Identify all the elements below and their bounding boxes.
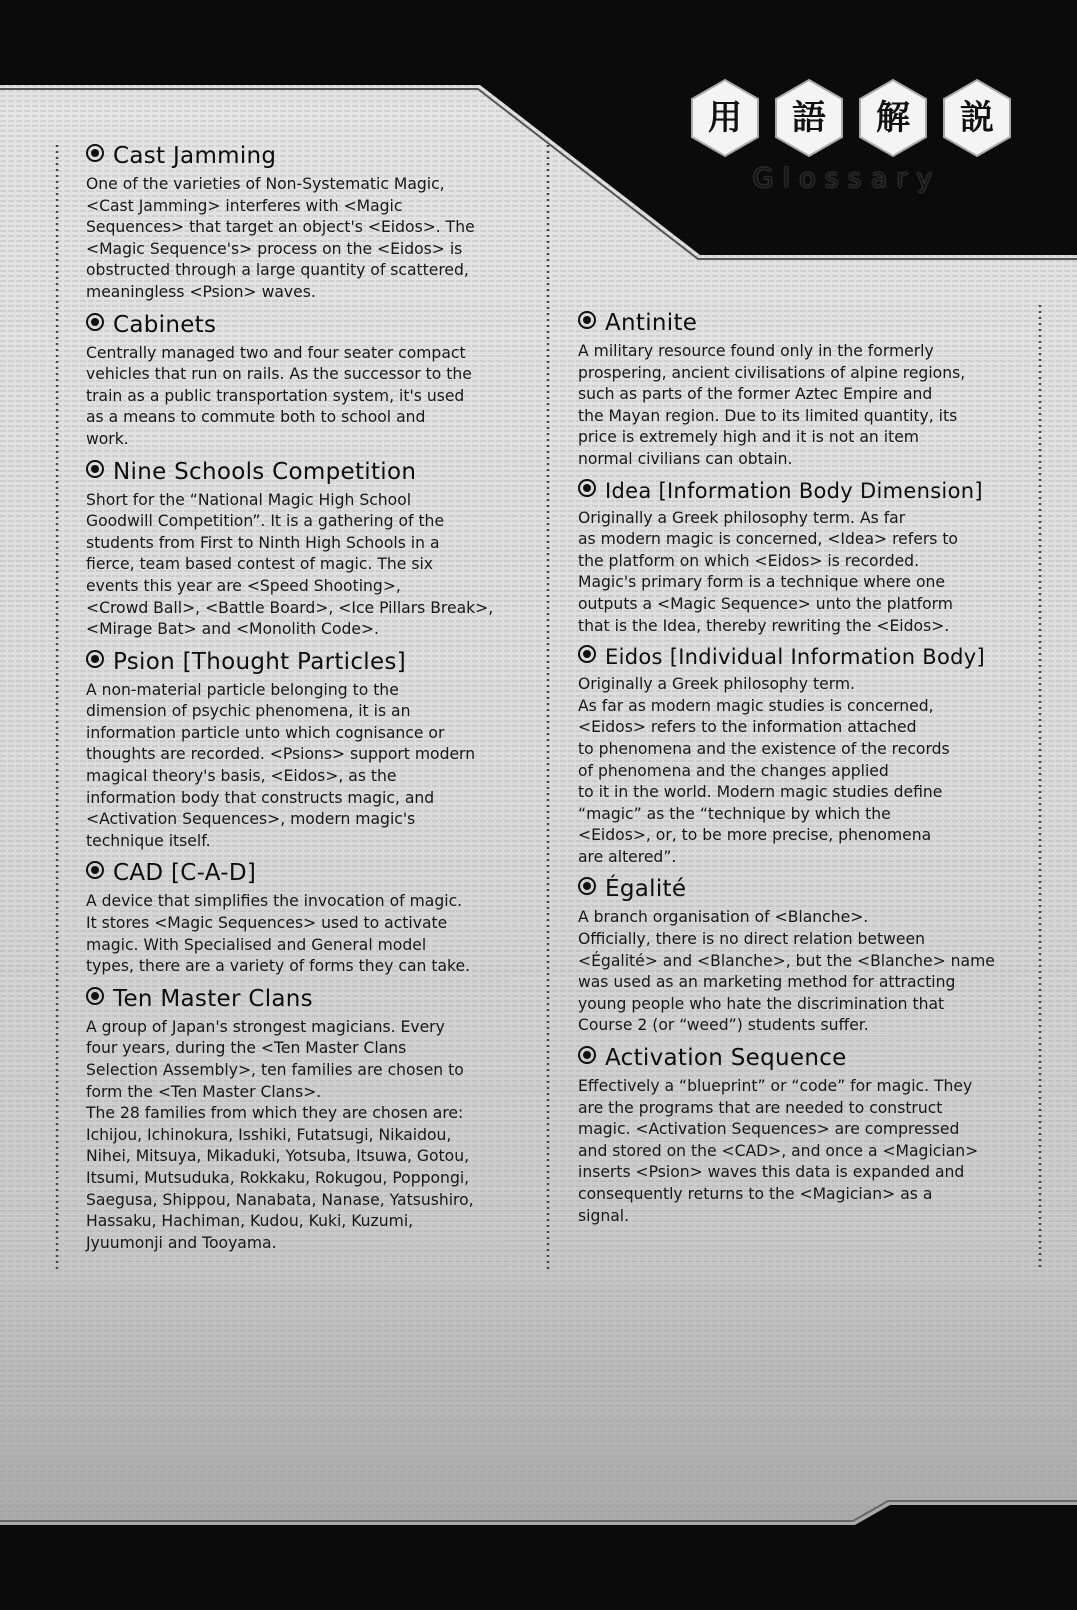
entry-term: Eidos [Individual Information Body] [605, 645, 985, 670]
bullet-icon [86, 460, 104, 478]
hex-badge-4 [942, 78, 1012, 158]
entry-heading [578, 645, 1038, 669]
bullet-icon [578, 645, 596, 663]
glossary-entry [578, 645, 1038, 868]
entry-definition: A device that simplifies the invocation of magic. It stores <Magic Sequences> used to activate magic. With Specialised and General model types, there are a variety of forms they can take. [86, 892, 471, 976]
glossary-entry [578, 876, 1038, 1037]
hex-kanji-3: 解 [876, 98, 910, 138]
hex-kanji-4: 説 [960, 98, 994, 138]
glossary-entry [86, 143, 544, 304]
hex-kanji-2: 語 [792, 98, 826, 138]
bullet-icon [86, 313, 104, 331]
glossary-entry [86, 860, 544, 977]
entry-heading [86, 459, 544, 485]
entry-term: Psion [Thought Particles] [113, 648, 406, 675]
entry-term: Cast Jamming [113, 143, 277, 169]
entry-heading [86, 143, 544, 169]
bullet-icon [86, 144, 104, 162]
entry-definition: A non-material particle belonging to the dimension of psychic phenomena, it is an information particle unto which cognisance or thoughts are recorded. <Psions> support modern magical theory's basis, <Eidos>, as the information body that constructs magic, and <Activation Sequences>, modern magic's technique itself. [86, 680, 476, 850]
entry-heading [86, 312, 544, 338]
bullet-icon [86, 650, 104, 668]
hex-badge-3 [858, 78, 928, 158]
entry-heading [86, 649, 544, 675]
entry-heading [578, 1045, 1038, 1071]
entry-heading [578, 310, 1038, 336]
glossary-entry [578, 479, 1038, 638]
entry-definition: One of the varieties of Non-Systematic Magic, <Cast Jamming> interferes with <Magic Sequences> that target an object's <Eidos>. The <Magic Sequence's> process on the <Eidos> is obstructed through a large quantity of scattered, meaningless <Psion> waves. [86, 175, 475, 301]
entry-term: Idea [Information Body Dimension] [605, 478, 983, 503]
entry-definition: Short for the “National Magic High School Goodwill Competition”. It is a gathering of the students from First to Ninth High Schools in a fierce, team based contest of magic. The six events this year are <Speed Shooting>, <Crowd Ball>, <Battle Board>, <Ice Pillars Break>, <Mirage Bat> and <Monolith Code>. [86, 490, 494, 639]
entry-definition: A branch organisation of <Blanche>. Officially, there is no direct relation between <Égalité> and <Blanche>, but the <Blanche> name was used as an marketing method for attracting young people who hate the discrimination that Course 2 (or “weed”) students suffer. [578, 908, 995, 1035]
bullet-icon [578, 311, 596, 329]
entry-heading [578, 876, 1038, 902]
glossary-entry [86, 312, 544, 451]
entry-term: Ten Master Clans [113, 985, 313, 1012]
bullet-icon [578, 479, 596, 497]
left-column [86, 143, 544, 1262]
entry-definition: Effectively a “blueprint” or “code” for magic. They are the programs that are needed to construct magic. <Activation Sequences> are compressed and stored on the <CAD>, and once a <Magician> inserts <Psion> waves this data is expanded and consequently returns to the <Magician> as a signal. [578, 1077, 979, 1225]
entry-term: Antinite [605, 310, 698, 336]
bullet-icon [578, 877, 596, 895]
hex-badge-1 [690, 78, 760, 158]
entry-term: Activation Sequence [605, 1045, 847, 1072]
hex-kanji-1: 用 [708, 98, 742, 138]
bullet-icon [86, 987, 104, 1005]
glossary-entry [86, 649, 544, 853]
entry-term: Nine Schools Competition [113, 458, 417, 485]
bullet-icon [578, 1046, 596, 1064]
hex-badge-2 [774, 78, 844, 158]
glossary-entry [86, 459, 544, 641]
entry-definition: Originally a Greek philosophy term. As far as modern magic is concerned, <Idea> refers to the platform on which <Eidos> is recorded. Magic's primary form is a technique where one outputs a <Magic Sequence> unto the platform that is the Idea, thereby rewriting the <Eidos>. [578, 508, 958, 635]
entry-definition: A military resource found only in the formerly prospering, ancient civilisations of alpine regions, such as parts of the former Aztec Empire and the Mayan region. Due to its limited quantity, its price is extremely high and it is not an item normal civilians can obtain. [578, 342, 966, 468]
entry-term: Cabinets [113, 311, 217, 338]
entry-heading [86, 986, 544, 1012]
entry-definition: Originally a Greek philosophy term. As far as modern magic studies is concerned, <Eidos> refers to the information attached to phenomena and the existence of the records of phenomena and the changes applied to it in the world. Modern magic studies define “magic” as the “technique by which the <Eidos>, or, to be more precise, phenomena are altered”. [578, 675, 950, 866]
glossary-subtitle: Glossary [752, 163, 942, 194]
entry-heading [578, 479, 1038, 503]
entry-term: Égalité [605, 876, 687, 903]
right-column [578, 310, 1038, 1235]
glossary-entry [578, 1045, 1038, 1227]
entry-definition: A group of Japan's strongest magicians. Every four years, during the <Ten Master Clans Selection Assembly>, ten families are chosen to form the <Ten Master Clans>. The 28 families from which they are chosen are: Ichijou, Ichinokura, Isshiki, Futatsugi, Nikaidou, Nihei, Mitsuya, Mikaduki, Yotsuba, Itsuwa, Gotou, Itsumi, Mutsuduka, Rokkaku, Rokugou, Poppongi, Saegusa, Shippou, Nanabata, Nanase, Yatsushiro, Hassaku, Hachiman, Kudou, Kuki, Kuzumi, Jyuumonji and Tooyama. [86, 1017, 474, 1252]
entry-definition: Centrally managed two and four seater compact vehicles that run on rails. As the successor to the train as a public transportation system, it's used as a means to commute both to school and work. [86, 343, 472, 448]
entry-term: CAD [C-A-D] [113, 860, 257, 887]
bullet-icon [86, 861, 104, 879]
glossary-entry [578, 310, 1038, 471]
entry-heading [86, 860, 544, 886]
glossary-entry [86, 986, 544, 1255]
